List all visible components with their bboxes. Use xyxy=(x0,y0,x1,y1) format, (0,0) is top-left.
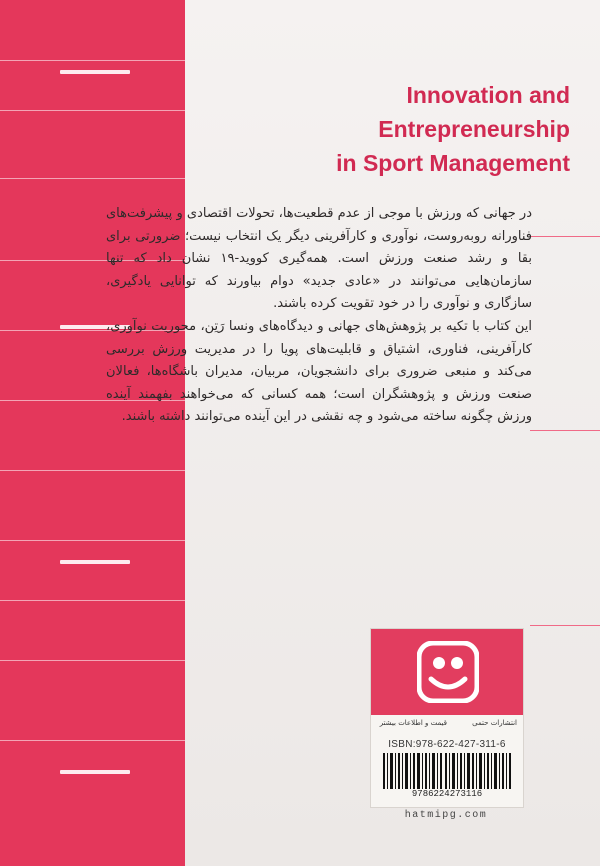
description-paragraph-2: این کتاب با تکیه بر پژوهش‌های جهانی و دیدگاه‌های ونسا رَتِن، محوریت نوآوری، کارآفرینی، فناوری، اشتیاق و قابلیت‌های پویا را در مدیریت ورزش بررسی می‌کند و منبعی ضروری برای دانشجویان، مربیان، مدیران باشگاه‌ها، فعالان صنعت ورزش و پژوهشگران است؛ همه کسانی که می‌خواهند بفهمند آینده ورزش چگونه ساخته می‌شود و چه نقشی در این آینده می‌توانند داشته باشند. xyxy=(106,318,532,425)
band-stripe xyxy=(0,110,185,111)
right-edge-line xyxy=(530,236,600,237)
isbn-number: ISBN:978-622-427-311-6 xyxy=(388,739,506,750)
band-stripe xyxy=(0,178,185,179)
description-paragraph-1: در جهانی که ورزش با موجی از عدم قطعیت‌ها، تحولات اقتصادی و پیشرفت‌های فناورانه روبه‌روست، نوآوری و کارآفرینی دیگر یک انتخاب نیست؛ ضرورتی برای بقا و رشد صنعت ورزش است. همه‌گیری کووید-۱۹ نشان داد که تنها سازمان‌هایی می‌توانند در «عادی جدید» دوام بیاورند که توانایی یادگیری، سازگاری و نوآوری را در خود تقویت کرده باشند. xyxy=(106,206,532,312)
band-stripe xyxy=(0,60,185,61)
band-stripe xyxy=(0,600,185,601)
band-stripe xyxy=(0,660,185,661)
publisher-logo-icon xyxy=(417,641,479,703)
barcode-image xyxy=(381,753,513,789)
publisher-logo-area xyxy=(371,629,523,715)
book-description xyxy=(106,203,532,526)
band-tab xyxy=(60,70,130,74)
band-tab xyxy=(60,560,130,564)
title-line-3: in Sport Management xyxy=(336,150,570,176)
band-stripe xyxy=(0,740,185,741)
publisher-name: انتشارات حتمی xyxy=(472,719,517,727)
publisher-website: hatmipg.com xyxy=(404,810,488,821)
band-stripe xyxy=(0,540,185,541)
publisher-info: قیمت و اطلاعات بیشتر xyxy=(379,719,447,727)
english-title xyxy=(240,78,570,180)
title-line-1: Innovation and xyxy=(406,82,570,108)
publisher-box xyxy=(370,628,524,808)
right-edge-line xyxy=(530,430,600,431)
band-tab xyxy=(60,770,130,774)
barcode-digits: 9786224273116 xyxy=(411,789,483,799)
right-edge-line xyxy=(530,625,600,626)
title-line-2: Entrepreneurship xyxy=(378,116,570,142)
